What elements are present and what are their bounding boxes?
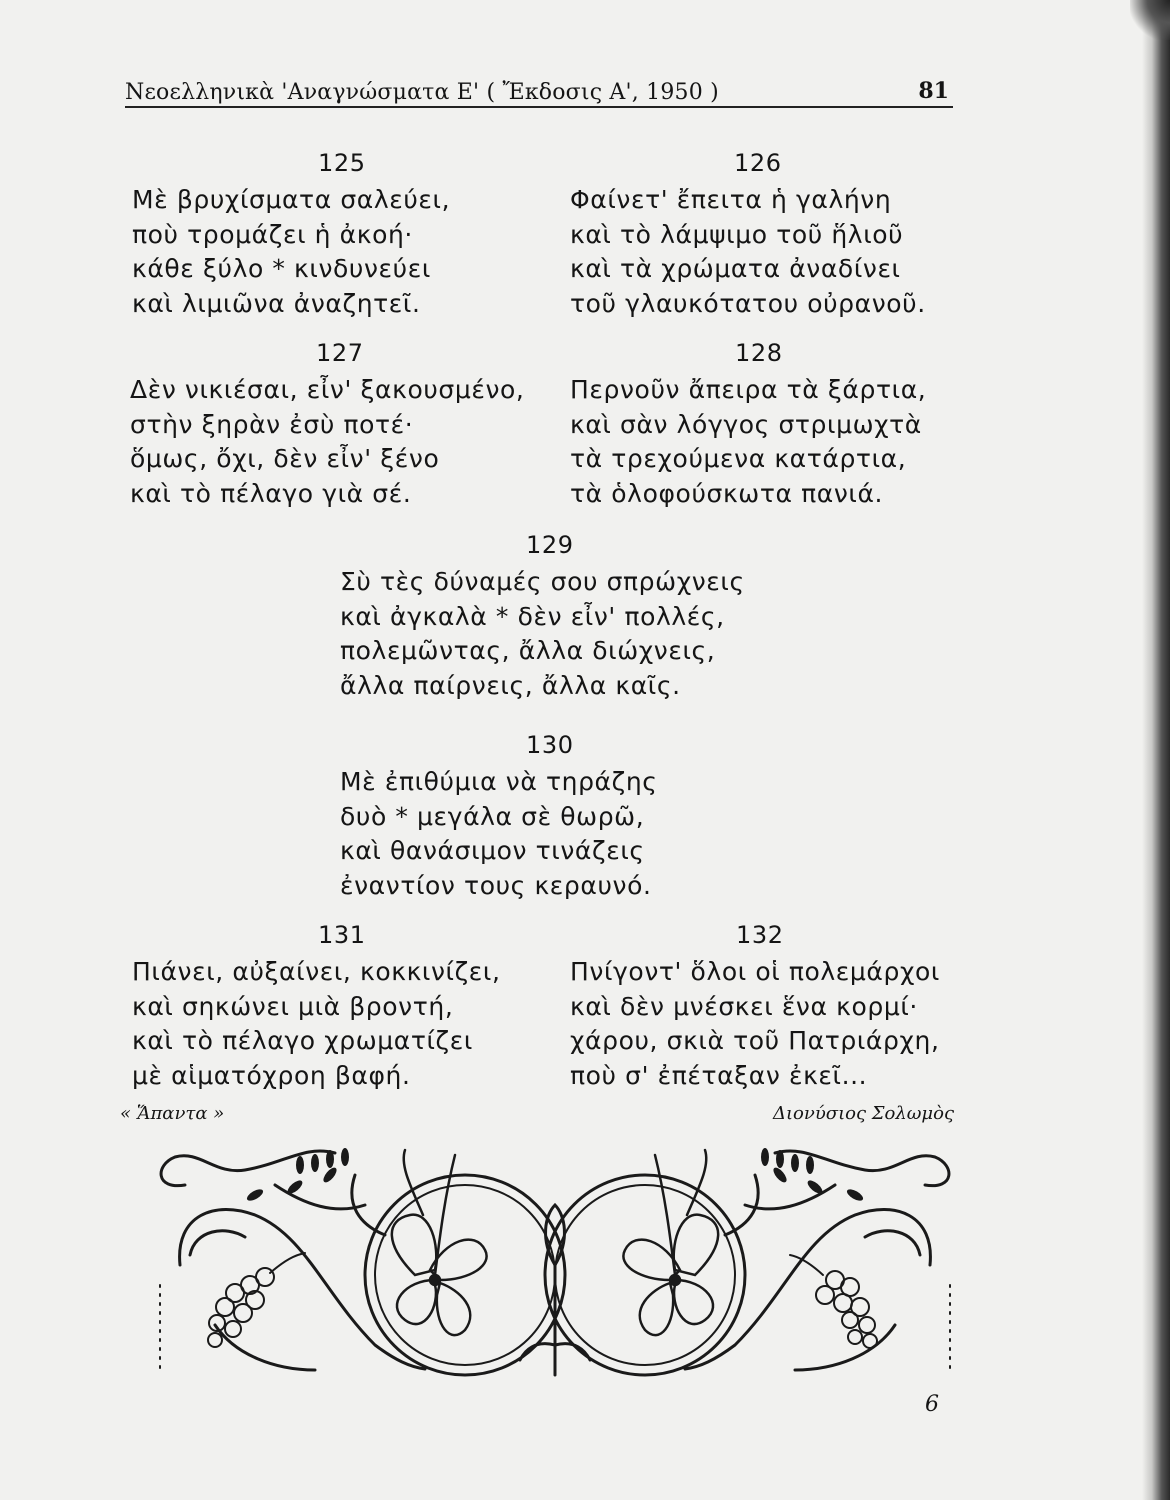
verse-line: τοῦ γλαυκότατου οὐρανοῦ. [570, 288, 926, 318]
verse-line: τὰ ὁλοφούσκωτα πανιά. [570, 478, 884, 508]
verse-line: καὶ δὲν μνέσκει ἕνα κορμί· [570, 991, 918, 1021]
author-name: Διονύσιος Σολωμὸς [773, 1103, 955, 1124]
verse-line: πολεμῶντας, ἄλλα διώχνεις, [340, 636, 716, 665]
verse-line: μὲ αἱματόχροη βαφή. [132, 1060, 411, 1090]
header-title: Νεοελληνικὰ 'Αναγνώσματα Ε' ( Ἔκδοσις Α', 1950 ) [125, 80, 719, 105]
verse-line: Πνίγοντ' ὅλοι οἱ πολεμάρχοι [570, 957, 940, 986]
stanza-number: 127 [316, 339, 364, 367]
page-number: 81 [918, 78, 949, 104]
verse-line: Σὺ τὲς δύναμές σου σπρώχνεις [340, 567, 745, 596]
verse-line: ποὺ τρομάζει ἡ ἀκοή· [132, 219, 413, 249]
signature-mark: 6 [925, 1392, 939, 1417]
running-header [125, 76, 953, 108]
verse-line: ὅμως, ὄχι, δὲν εἶν' ξένο [130, 444, 440, 473]
verse-line: Φαίνετ' ἔπειτα ἡ γαλήνη [570, 185, 892, 214]
stanza-lines [340, 565, 745, 703]
source-citation: « Ἅπαντα » [120, 1103, 225, 1124]
verse-line: Περνοῦν ἄπειρα τὰ ξάρτια, [570, 375, 927, 404]
stanza-number: 128 [735, 339, 783, 367]
verse-line: στὴν ξηρὰν ἐσὺ ποτέ· [130, 409, 414, 439]
stanza-lines [570, 955, 940, 1093]
verse-line: καὶ θανάσιμον τινάζεις [340, 836, 645, 865]
verse-line: ποὺ σ' ἐπέταξαν ἐκεῖ... [570, 1060, 868, 1090]
verse-line: καὶ ἀγκαλὰ * δὲν εἶν' πολλές, [340, 601, 725, 631]
verse-line: Μὲ ἐπιθύμια νὰ τηράζης [340, 767, 658, 796]
verse-line: καὶ σηκώνει μιὰ βροντή, [132, 991, 454, 1021]
stanza-129 [340, 528, 745, 708]
stanza-lines [130, 373, 524, 511]
stanza-lines [132, 183, 450, 321]
stanza-lines [570, 183, 926, 321]
stanza-lines [132, 955, 501, 1093]
stanza-131 [132, 918, 532, 1098]
verse-line: τὰ τρεχούμενα κατάρτια, [570, 444, 907, 473]
page-edge-shadow [1142, 0, 1170, 1500]
leaf-sprigs [245, 1148, 865, 1203]
verse-line: καὶ τὰ χρώματα ἀναδίνει [570, 254, 901, 283]
verse-line: καὶ σὰν λόγγος στριμωχτὰ [570, 409, 922, 439]
verse-line: Μὲ βρυχίσματα σαλεύει, [132, 185, 451, 214]
stanza-number: 131 [318, 921, 366, 949]
stanza-number: 125 [318, 149, 366, 177]
stanza-130 [340, 728, 740, 908]
verse-line: καὶ λιμιῶνα ἀναζητεῖ. [132, 288, 421, 318]
stanza-126 [570, 146, 950, 326]
stanza-number: 132 [736, 921, 784, 949]
floral-ornament [155, 1145, 955, 1385]
verse-line: δυὸ * μεγάλα σὲ θωρῶ, [340, 801, 645, 831]
verse-line: κάθε ξύλο * κινδυνεύει [132, 254, 431, 283]
verse-line: καὶ τὸ πέλαγο γιὰ σέ. [130, 478, 412, 508]
stanza-lines [570, 373, 926, 511]
stanza-125 [132, 146, 532, 326]
stanza-number: 130 [526, 731, 574, 759]
stanza-lines [340, 765, 658, 903]
verse-line: Δὲν νικιέσαι, εἶν' ξακουσμένο, [130, 375, 525, 404]
stanza-number: 126 [734, 149, 782, 177]
stanza-132 [570, 918, 950, 1098]
stanza-number: 129 [526, 531, 574, 559]
verse-line: χάρου, σκιὰ τοῦ Πατριάρχη, [570, 1026, 940, 1055]
verse-line: καὶ τὸ πέλαγο χρωματίζει [132, 1026, 473, 1055]
verse-line: ἐναντίον τους κεραυνό. [340, 870, 652, 900]
page-corner-shadow [1130, 0, 1170, 40]
grape-cluster-right [790, 1255, 877, 1348]
stanza-128 [570, 336, 950, 516]
verse-line: ἄλλα παίρνεις, ἄλλα καῖς. [340, 670, 681, 700]
verse-line: καὶ τὸ λάμψιμο τοῦ ἥλιοῦ [570, 219, 904, 249]
verse-line: Πιάνει, αὐξαίνει, κοκκινίζει, [132, 957, 501, 986]
stanza-127 [130, 336, 530, 516]
